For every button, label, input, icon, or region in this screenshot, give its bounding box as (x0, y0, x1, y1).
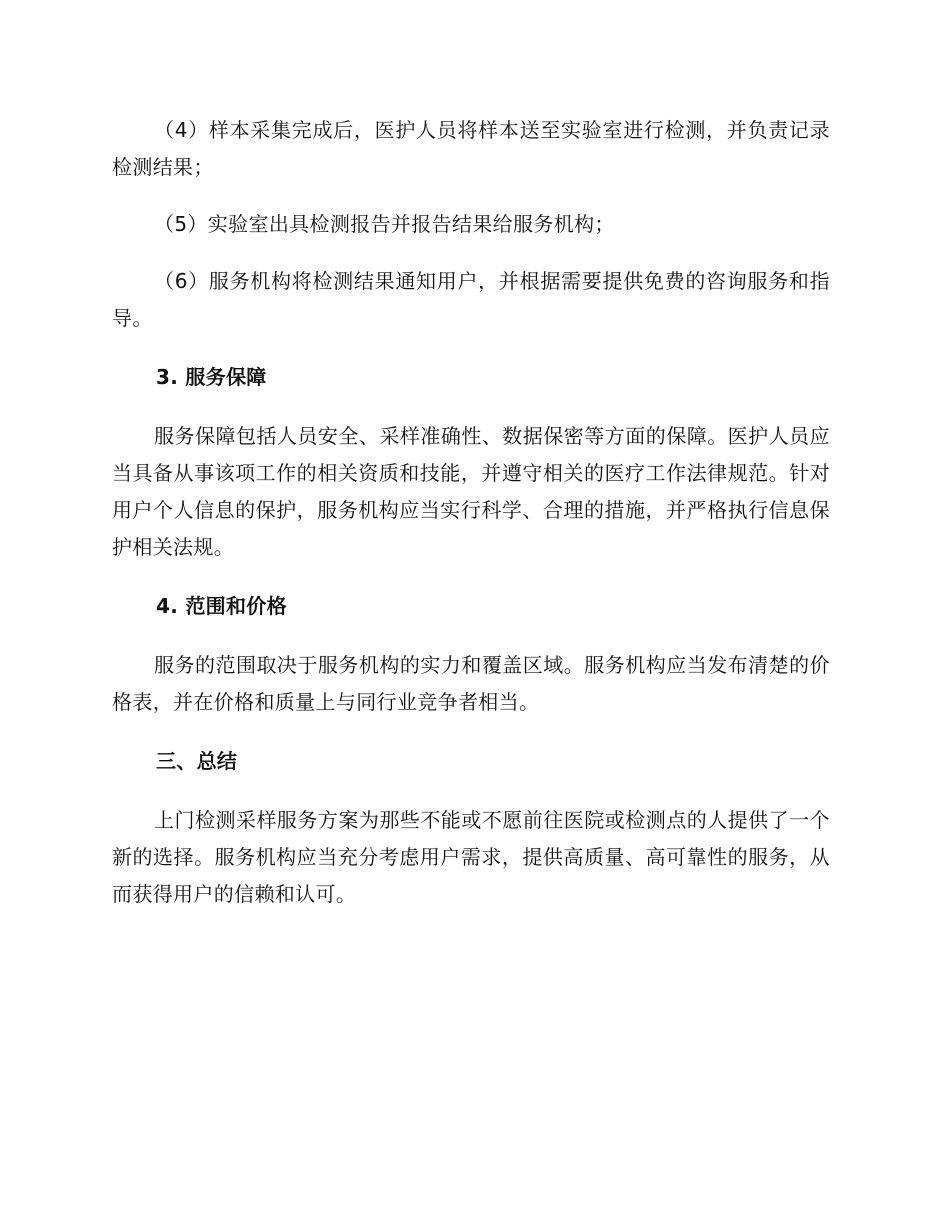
spacer (112, 396, 830, 418)
spacer (112, 566, 830, 588)
spacer (112, 721, 830, 743)
section-heading-scope-price: 4. 范围和价格 (156, 594, 287, 618)
spacer (112, 625, 830, 647)
spacer (112, 243, 830, 263)
section-heading-service-guarantee: 3. 服务保障 (156, 365, 267, 389)
section-heading-summary: 三、总结 (156, 749, 238, 773)
spacer (112, 186, 830, 206)
service-guarantee-paragraph: 服务保障包括人员安全、采样准确性、数据保密等方面的保障。医护人员应当具备从事该项工作的相关资质和技能，并遵守相关的医疗工作法律规范。针对用户个人信息的保护，服务机构应当实行科学、合理的措施，并严格执行信息保护相关法规。 (112, 424, 830, 559)
summary-paragraph: 上门检测采样服务方案为那些不能或不愿前往医院或检测点的人提供了一个新的选择。服务机构应当充分考虑用户需求，提供高质量、高可靠性的服务，从而获得用户的信赖和认可。 (112, 808, 830, 906)
step-4-paragraph: （4）样本采集完成后，医护人员将样本送至实验室进行检测，并负责记录检测结果； (112, 118, 830, 179)
step-6-paragraph: （6）服务机构将检测结果通知用户，并根据需要提供免费的咨询服务和指导。 (112, 269, 830, 330)
spacer (112, 780, 830, 802)
spacer (112, 337, 830, 359)
document-body (112, 112, 830, 913)
scope-price-paragraph: 服务的范围取决于服务机构的实力和覆盖区域。服务机构应当发布清楚的价格表，并在价格和质量上与同行业竞争者相当。 (112, 653, 830, 714)
step-5-paragraph: （5）实验室出具检测报告并报告结果给服务机构； (154, 212, 615, 236)
